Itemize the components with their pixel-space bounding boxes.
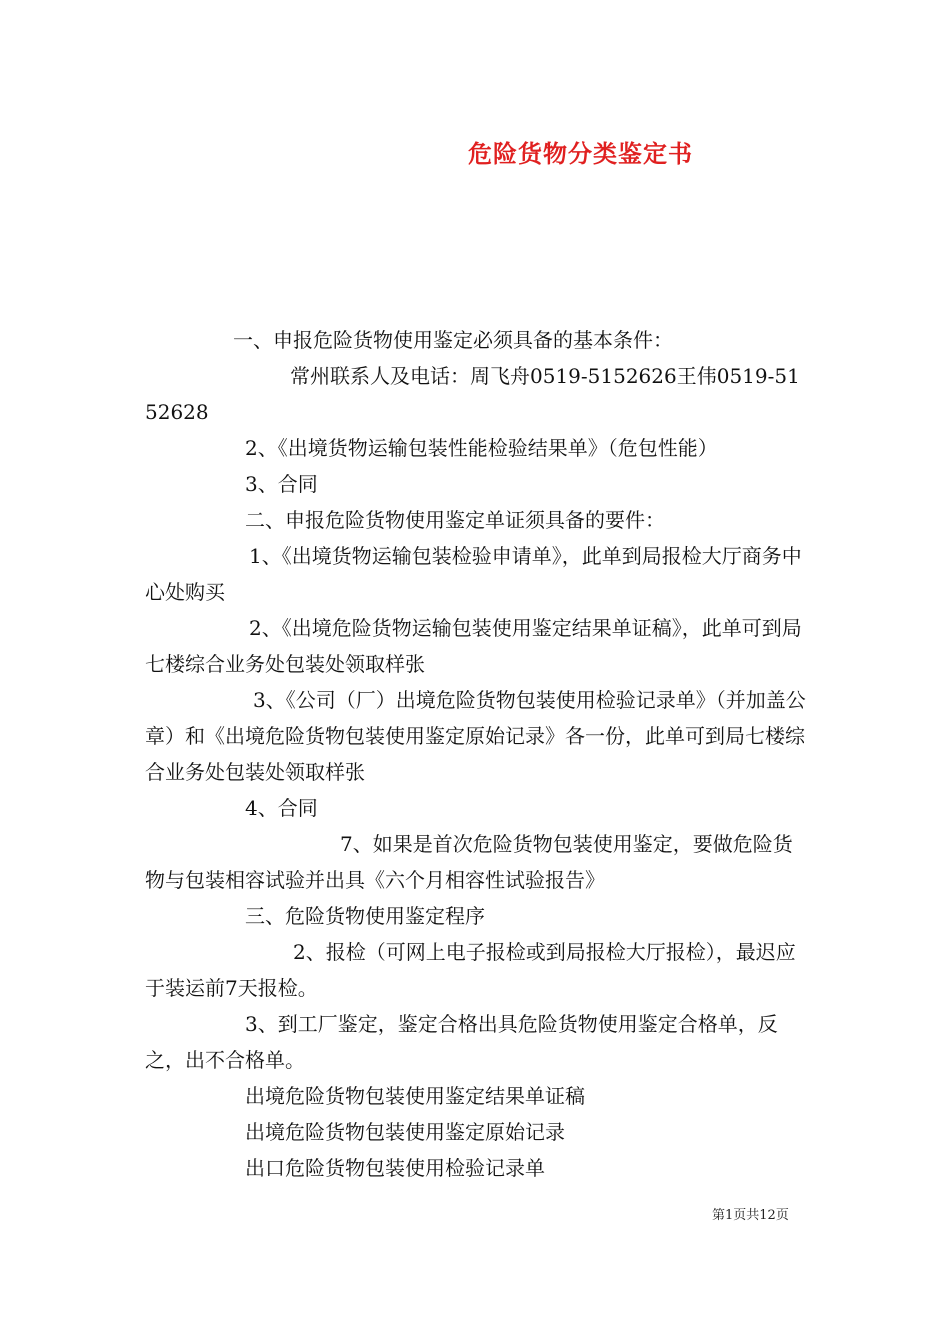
- list-item: 2、报检（可网上电子报检或到局报检大厅报检），最迟应于装运前7天报检。: [145, 940, 796, 1000]
- list-item: 4、合同: [245, 796, 318, 820]
- form-name: 出境危险货物包装使用鉴定原始记录: [245, 1120, 565, 1144]
- form-name: 出口危险货物包装使用检验记录单: [245, 1156, 545, 1180]
- list-item: 2、《出境货物运输包装性能检验结果单》（危包性能）: [245, 436, 718, 460]
- section-heading-3: 三、危险货物使用鉴定程序: [245, 904, 485, 928]
- list-item: 2、《出境危险货物运输包装使用鉴定结果单证稿》，此单可到局七楼综合业务处包装处领取样张: [145, 616, 802, 676]
- list-item: 3、合同: [245, 472, 318, 496]
- list-item: 3、《公司（厂）出境危险货物包装使用检验记录单》（并加盖公章）和《出境危险货物包装使用鉴定原始记录》各一份，此单可到局七楼综合业务处包装处领取样张: [145, 688, 806, 784]
- section-heading-1: 一、申报危险货物使用鉴定必须具备的基本条件：: [233, 328, 673, 352]
- list-item: 3、到工厂鉴定，鉴定合格出具危险货物使用鉴定合格单，反之，出不合格单。: [145, 1012, 778, 1072]
- document-body: [145, 322, 810, 1186]
- contact-line: 常州联系人及电话：周飞舟0519-5152626王伟0519-5152628: [145, 364, 800, 424]
- list-item: 7、如果是首次危险货物包装使用鉴定，要做危险货物与包装相容试验并出具《六个月相容性试验报告》: [145, 832, 793, 892]
- section-heading-2: 二、申报危险货物使用鉴定单证须具备的要件：: [245, 508, 665, 532]
- form-name: 出境危险货物包装使用鉴定结果单证稿: [245, 1084, 585, 1108]
- list-item: 1、《出境货物运输包装检验申请单》，此单到局报检大厅商务中心处购买: [145, 544, 802, 604]
- document-title: 危险货物分类鉴定书: [468, 139, 693, 168]
- page-footer: 第1页共12页: [712, 1208, 789, 1223]
